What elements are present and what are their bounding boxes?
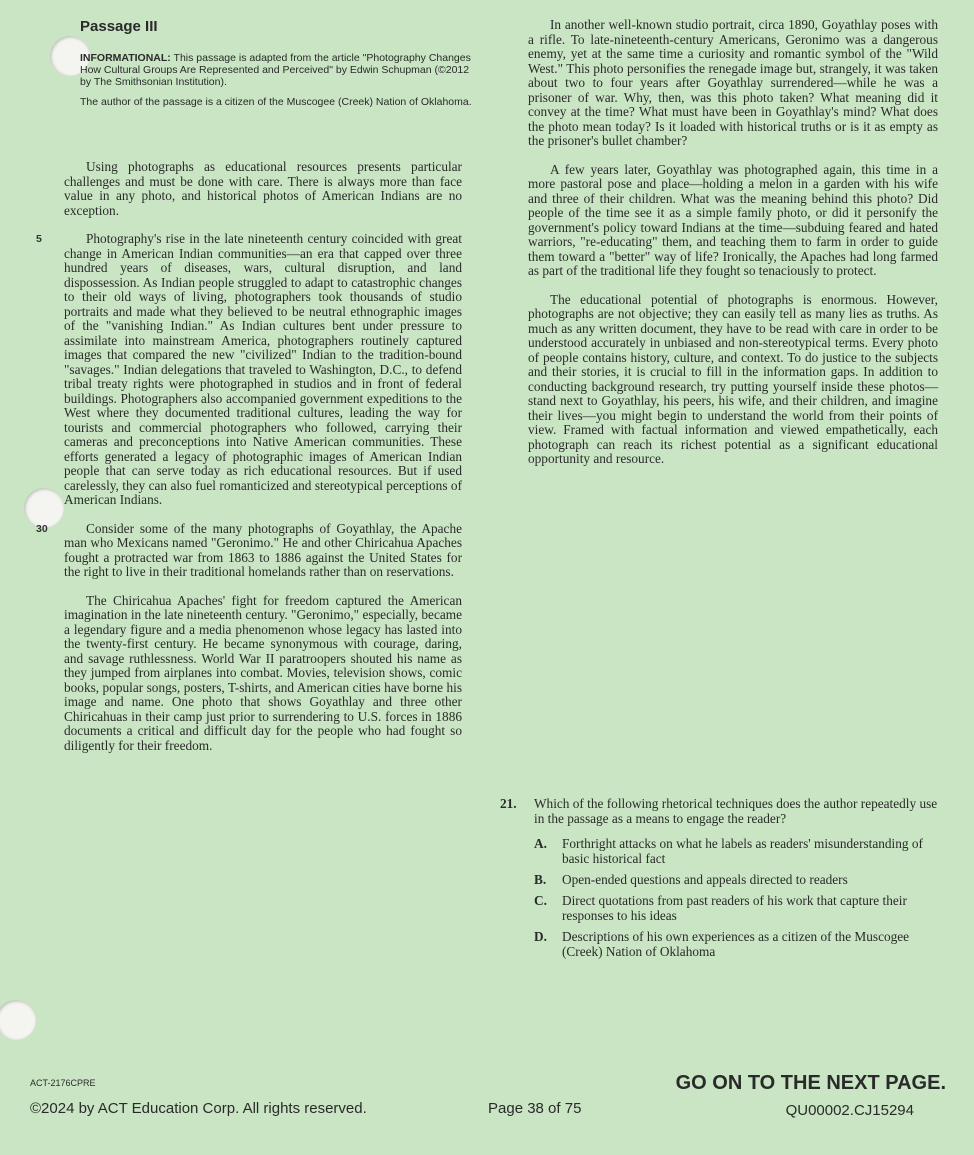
binder-hole (0, 1000, 36, 1040)
passage-right-column (500, 18, 938, 481)
paragraph-text: In another well-known studio portrait, circa 1890, Goyathlay poses with a rifle. To late-nineteenth-century Americans, Geronimo was a dangerous enemy, yet at the same time a curiosity and romantic symbol of the "Wild West." This photo personifies the renegade image but, strangely, it was taken about two to four years after Goyathlay surrendered—while he was a prisoner of war. Why, then, was this photo taken? What meaning did it convey at the time? What must have been in Goyathlay's mind? What does the photo mean today? Is it loaded with historical truths or is it as empty as the prisoner's bullet chamber? (528, 17, 938, 148)
choice-letter: D. (534, 929, 547, 944)
passage-left-column (36, 160, 462, 767)
passage-title: Passage III (80, 18, 158, 35)
choice-text: Forthright attacks on what he labels as readers' misunderstanding of basic historical fact (562, 836, 923, 866)
copyright-notice: ©2024 by ACT Education Corp. All rights reserved. (30, 1100, 367, 1117)
question-21 (500, 796, 940, 965)
answer-choice-c[interactable] (500, 893, 940, 923)
question-number: 21. (500, 796, 517, 811)
passage-paragraph (500, 293, 938, 467)
line-number: 30 (36, 522, 48, 535)
choice-letter: C. (534, 893, 547, 908)
paragraph-text: Consider some of the many photographs of Goyathlay, the Apache man who Mexicans named "Geronimo." He and other Chiricahua Apaches fought a protracted war from 1863 to 1886 against the United States for the right to live in their traditional homelands rather than on reservations. (64, 520, 462, 579)
paragraph-text: A few years later, Goyathlay was photographed again, this time in a more pastoral pose and place—holding a melon in a garden with his wife and three of their children. What was the meaning behind this photo? Did people of the time see it as a simple family photo, or did it personify the government's policy toward Indians at the time—subduing feared and hated warriors, "re-educating" them, and teaching them to farm in order to guide them toward a "better" way of life? Ironically, the Apaches had long farmed as part of the traditional life they fought so tenaciously to protect. (528, 161, 938, 278)
question-id: QU00002.CJ15294 (785, 1102, 914, 1119)
author-note: The author of the passage is a citizen of the Muscogee (Creek) Nation of Oklahoma. (80, 96, 472, 108)
go-on-notice: GO ON TO THE NEXT PAGE. (675, 1072, 946, 1094)
passage-paragraph (36, 594, 462, 754)
line-number: 5 (36, 233, 42, 245)
paragraph-text: Using photographs as educational resources presents particular challenges and must be done with care. There is always more than face value in any photo, and historical photos of American Indians are no exception. (64, 159, 462, 218)
choice-text: Open-ended questions and appeals directed to readers (562, 872, 848, 887)
choice-letter: A. (534, 836, 547, 851)
info-text: This passage is adapted from the article "Photography Changes How Cultural Groups Are Represented and Perceived" by Edwin Schupman (©2012 by The Smithsonian Institution). (80, 52, 471, 88)
paragraph-text: The educational potential of photographs is enormous. However, photographs are not objective; they can easily tell as many lies as truths. As much as any written document, they have to be read with care in order to be understood accurately in unbiased and non-stereotypical terms. Every photo of people contains history, culture, and context. To do justice to the subjects and their stories, it is crucial to fill in the information gaps. In addition to conducting background research, try putting yourself inside these photos—stand next to Goyathlay, his peers, his wife, and their children, and imagine their lives—you might begin to understand the world from their points of view. Framed with factual information and viewed empathetically, each photograph can reach its richest potential as a significant educational opportunity and resource. (528, 291, 938, 466)
passage-paragraph (500, 163, 938, 279)
answer-choice-a[interactable] (500, 836, 940, 866)
passage-paragraph (36, 160, 462, 218)
answer-choice-d[interactable] (500, 929, 940, 959)
form-code: ACT-2176CPRE (30, 1078, 96, 1088)
info-label: INFORMATIONAL: (80, 52, 171, 64)
passage-paragraph (36, 522, 462, 580)
source-note (80, 52, 480, 88)
choice-text: Descriptions of his own experiences as a citizen of the Muscogee (Creek) Nation of Oklahoma (562, 929, 910, 959)
passage-paragraph (500, 18, 938, 149)
question-text: Which of the following rhetorical techniques does the author repeatedly use in the passage as a means to engage the reader? (534, 796, 938, 826)
choice-letter: B. (534, 872, 547, 887)
passage-info (80, 52, 480, 116)
paragraph-text: Photography's rise in the late nineteenth century coincided with great change in American Indian communities—an era that capped over three hundred years of diseases, wars, cultural disruption, and land dispossession. As Indian people struggled to adapt to catastrophic changes to their old ways of living, photographers took thousands of studio portraits and made what they believed to be neutral ethnographic images of the "vanishing Indian." As Indian cultures bent under pressure to assimilate into mainstream America, photographers routinely captured images that compared the new "civilized" Indian to the tradition-bound "savages." Indian delegations that traveled to Washington, D.C., to defend tribal treaty rights were photographed in studios and in front of federal buildings. Photographers also accompanied government expeditions to the West where they documented traditional cultures, leading the way for tourists and commercial photographers who followed, carrying their cameras and preconceptions into Native American communities. These efforts generated a legacy of photographic images of American Indian people that can serve today as rich educational resources. But if used carelessly, they can also fuel romanticized and stereotypical perceptions of American Indians. (64, 231, 462, 507)
answer-choice-b[interactable] (500, 872, 940, 887)
question-stem (500, 796, 940, 826)
paragraph-text: The Chiricahua Apaches' fight for freedom captured the American imagination in the late nineteenth century. "Geronimo," especially, became a legendary figure and a media phenomenon whose legacy has lasted into the twenty-first century. He became synonymous with courage, daring, and savage ruthlessness. World War II paratroopers shouted his name as they jumped from airplanes into combat. Movies, television shows, comic books, popular songs, posters, T-shirts, and American cities have borne his image and name. One photo that shows Goyathlay and three other Chiricahuas in their camp just prior to surrendering to U.S. forces in 1886 documents a critical and difficult day for the people who had fought so diligently for their freedom. (64, 592, 462, 753)
page-number: Page 38 of 75 (488, 1100, 582, 1117)
choice-text: Direct quotations from past readers of his work that capture their responses to his ideas (562, 893, 907, 923)
passage-paragraph (36, 232, 462, 508)
